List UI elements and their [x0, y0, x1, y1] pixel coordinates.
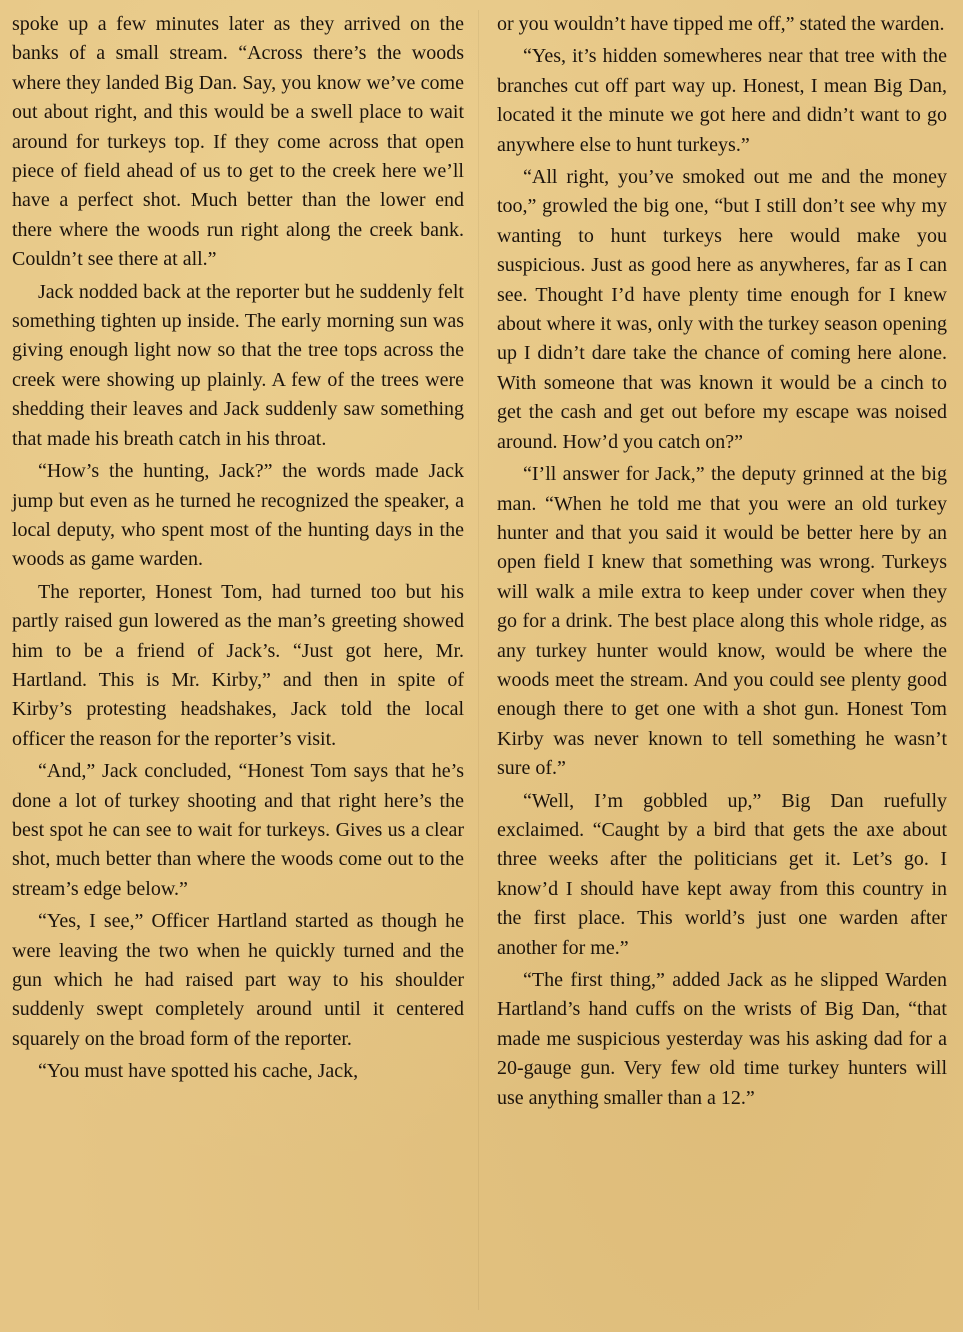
paragraph: “You must have spotted his cache, Jack,: [38, 1060, 359, 1083]
paragraph: “All right, you’ve smoked out me and the money too,” growled the big one, “but I still don’t see why my wanting to hunt turkeys here would make you suspicious. Just as good here as anywheres, far as I can see. Thought I’d have plenty time enough for I knew about where it was, only with the turkey season opening up I didn’t dare take the chance of coming here alone. With someone that was known it would be a cinch to get the cash and get out before my escape was noised around. How’d you catch on?”: [497, 166, 947, 453]
paragraph: “I’ll answer for Jack,” the deputy grinned at the big man. “When he told me that you were an old turkey hunter and that you said it would be better here by an open field I knew that something was wrong. Turkeys will walk a mile extra to keep under cover when they go for a drink. The best place along this whole ridge, as any turkey hunter would know, would be where the woods meet the stream. And you could see plenty good enough there to get one with a shot gun. Honest Tom Kirby was never known to tell something he wasn’t sure of.”: [497, 463, 947, 780]
paragraph: “How’s the hunting, Jack?” the words made Jack jump but even as he turned he recognized the speaker, a local deputy, who spent most of the hunting days in the woods as game warden.: [12, 460, 464, 571]
left-column: [12, 10, 464, 1090]
paragraph: “And,” Jack concluded, “Honest Tom says that he’s done a lot of turkey shooting and that right here’s the best spot he can see to wait for turkeys. Gives us a clear shot, much better than where the woods come out to the stream’s edge below.”: [12, 760, 464, 900]
paragraph: “Well, I’m gobbled up,” Big Dan ruefully exclaimed. “Caught by a bird that gets the axe about three weeks after the politicians get it. Let’s go. I know’d I should have kept away from this country in the first place. This world’s just one warden after another for me.”: [497, 789, 947, 959]
paragraph: “Yes, I see,” Officer Hartland started as though he were leaving the two when he quickly turned and the gun which he had raised part way to his shoulder suddenly swept completely around until it centered squarely on the broad form of the reporter.: [12, 910, 464, 1050]
paragraph: “The first thing,” added Jack as he slipped Warden Hartland’s hand cuffs on the wrists of Big Dan, “that made me suspicious yesterday was his asking dad for a 20-gauge gun. Very few old time turkey hunters will use anything smaller than a 12.”: [497, 969, 947, 1109]
paragraph: spoke up a few minutes later as they arrived on the banks of a small stream. “Across there’s the woods where they landed Big Dan. Say, you know we’ve come out about right, and this would be a swell place to wait around for turkeys top. If they come across that open piece of field ahead of us to get to the creek here we’ll have a perfect shot. Much better than the lower end there where the woods run right along the creek bank. Couldn’t see there at all.”: [12, 13, 464, 271]
paragraph: or you wouldn’t have tipped me off,” stated the warden.: [497, 13, 945, 35]
paragraph: Jack nodded back at the reporter but he suddenly felt something tighten up inside. The early morning sun was giving enough light now so that the tree tops across the creek were showing up plainly. A few of the trees were shedding their leaves and Jack suddenly saw something that made his breath catch in his throat.: [12, 280, 464, 450]
paragraph: The reporter, Honest Tom, had turned too but his partly raised gun lowered as the man’s greeting showed him to be a friend of Jack’s. “Just got here, Mr. Hartland. This is Mr. Kirby,” and then in spite of Kirby’s protesting headshakes, Jack told the local officer the reason for the reporter’s visit.: [12, 580, 464, 750]
column-gutter: [478, 10, 479, 1310]
right-column: [497, 10, 947, 1116]
paragraph: “Yes, it’s hidden somewheres near that tree with the branches cut off part way up. Honest, I mean Big Dan, located it the minute we got here and didn’t want to go anywhere else to hunt turkeys.”: [497, 45, 947, 156]
